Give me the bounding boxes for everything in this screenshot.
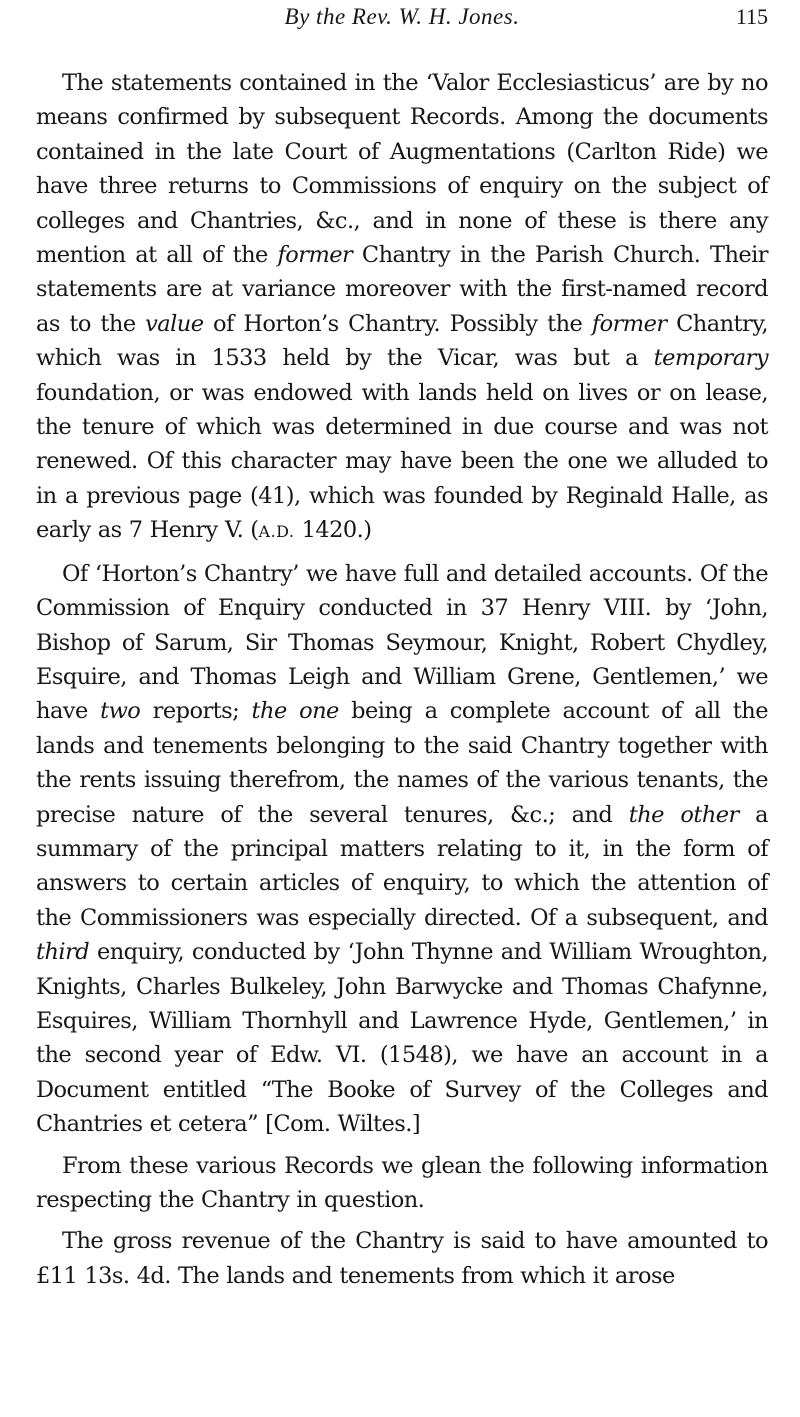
text-run: Chantry, which was in 1533 held by the Vicar, was but a: [36, 310, 768, 372]
italic-run: two: [100, 698, 141, 725]
italic-run: the one: [251, 698, 339, 725]
page-number: 115: [735, 4, 768, 29]
italic-run: the other: [628, 801, 739, 828]
paragraph-valor: [36, 66, 768, 550]
text-run: foundation, or was endowed with lands held on lives or on lease, the tenure of which was determined in due course and was not renewed. Of this character may have been the one we alluded to in a previous page (41), which was founded by Reginald Halle, as early as 7 Henry V. (: [36, 379, 768, 544]
text-run: a summary of the principal matters relating to it, in the form of answers to certain articles of enquiry, to which the attention of the Commissioners was especially directed. Of a subsequent, and: [36, 801, 769, 931]
text-run: Of ‘Horton’s Chantry’ we have full and detailed accounts. Of the Commission of Enquiry conducted in 37 Henry VIII. by ‘John, Bishop of Sarum, Sir Thomas Seymour, Knight, Robert Chydley, Esquire, and Thomas Leigh and William Grene, Gentlemen,’ we have: [36, 560, 768, 725]
body-text: [36, 66, 768, 1300]
text-run: From these various Records we glean the following information respecting the Chantry in question.: [36, 1152, 768, 1213]
running-head: By the Rev. W. H. Jones.: [284, 4, 520, 29]
paragraph-records: [36, 1149, 768, 1218]
paragraph-hortons-chantry: [36, 557, 768, 1142]
text-run: reports;: [140, 698, 252, 725]
page-header: [36, 4, 768, 38]
text-run: Chantry in the Parish Church. Their statements are at variance moreover with the first-named record as to the: [36, 242, 769, 337]
text-run: enquiry, conducted by ‘John Thynne and William Wroughton, Knights, Charles Bulkeley, John Barwycke and Thomas Chafynne, Esquires, William Thornhyll and Lawrence Hyde, Gentlemen,’ in the second year of Edw. VI. (1548), we have an account in a Document entitled “The Booke of Survey of the Colleges and Chantries et cetera” [Com. Wiltes.]: [36, 939, 768, 1138]
paragraph-revenue: [36, 1224, 768, 1293]
text-run: of Horton’s Chantry. Possibly the: [203, 310, 592, 337]
text-run: The statements contained in the ‘Valor Ecclesiasticus’ are by no means confirmed by subsequent Records. Among the documents contained in the late Court of Augmentations (Carlton Ride) we have three returns to Commissions of enquiry on the subject of colleges and Chantries, &c., and in none of these is there any mention at all of the: [36, 70, 768, 269]
italic-run: third: [36, 939, 90, 966]
text-run: being a complete account of all the lands and tenements belonging to the said Chantry together with the rents issuing therefrom, the names of the various tenants, the precise nature of the several tenures, &c.; and: [36, 698, 769, 828]
text-run: The gross revenue of the Chantry is said to have amounted to £11 13s. 4d. The lands and tenements from which it arose: [36, 1228, 768, 1289]
italic-run: temporary: [653, 345, 768, 372]
small-caps-run: A.D.: [258, 522, 295, 542]
italic-run: former: [277, 242, 353, 269]
text-run: 1420.): [294, 517, 372, 544]
italic-run: former: [591, 310, 667, 337]
italic-run: value: [145, 310, 204, 337]
